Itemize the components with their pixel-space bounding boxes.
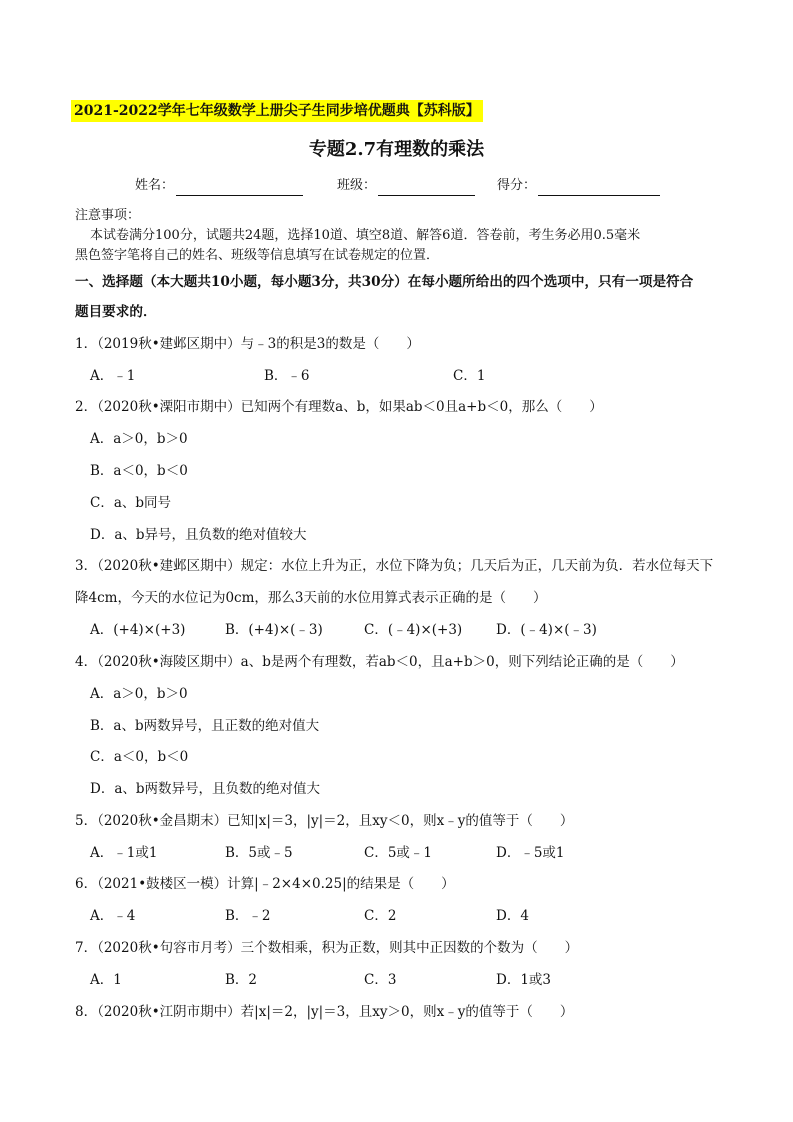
question-3-option-a[interactable]: A．(+4)×(+3) [90, 622, 186, 638]
question-1-option-a[interactable]: A．﹣1 [90, 368, 136, 384]
class-label: 班级： [337, 178, 377, 193]
question-7-option-c[interactable]: C．3 [364, 972, 397, 988]
question-4-option-d[interactable]: D．a、b两数异号，且负数的绝对值大 [90, 781, 321, 797]
question-2-option-c[interactable]: C．a、b同号 [90, 495, 172, 511]
question-6-stem: 6．（2021•鼓楼区一模）计算|﹣2×4×0.25|的结果是（ ） [75, 876, 455, 892]
question-2-stem: 2．（2020秋•溧阳市期中）已知两个有理数a、b，如果ab＜0且a+b＜0，那么（ ） [75, 399, 603, 415]
page-title: 专题2.7有理数的乘法 [308, 139, 485, 160]
question-6-option-d[interactable]: D．4 [496, 908, 529, 924]
notes-heading: 注意事项： [75, 208, 141, 223]
question-3-option-d[interactable]: D．(﹣4)×(﹣3) [496, 622, 597, 638]
question-5-option-d[interactable]: D．﹣5或1 [496, 845, 565, 861]
question-3-stem: 3．（2020秋•建邺区期中）规定：水位上升为正，水位下降为负；几天后为正，几天前为负．若水位每天下 [75, 558, 714, 574]
notes-line-1: 本试卷满分100分，试题共24题，选择10道、填空8道、解答6道．答卷前，考生务必用0.5毫米 [90, 228, 641, 243]
name-field[interactable] [135, 176, 303, 196]
question-7-option-d[interactable]: D．1或3 [496, 972, 552, 988]
question-2-option-a[interactable]: A．a＞0，b＞0 [90, 431, 188, 447]
notes-line-2: 黑色签字笔将自己的姓名、班级等信息填写在试卷规定的位置． [75, 248, 440, 263]
question-4-stem: 4．（2020秋•海陵区期中）a、b是两个有理数，若ab＜0，且a+b＞0，则下列结论正确的是（ ） [75, 654, 684, 670]
question-3-option-b[interactable]: B．(+4)×(﹣3) [225, 622, 323, 638]
student-info-line [0, 176, 793, 196]
question-1-option-c[interactable]: C．1 [453, 368, 486, 384]
score-label: 得分： [497, 178, 537, 193]
question-7-option-a[interactable]: A．1 [90, 972, 122, 988]
question-6-option-b[interactable]: B．﹣2 [225, 908, 271, 924]
question-1-option-b[interactable]: B．﹣6 [264, 368, 310, 384]
question-5-option-b[interactable]: B．5或﹣5 [225, 845, 293, 861]
question-3-stem-continued: 降4cm，今天的水位记为0cm，那么3天前的水位用算式表示正确的是（ ） [75, 590, 547, 606]
question-6-option-a[interactable]: A．﹣4 [90, 908, 136, 924]
class-blank[interactable] [378, 181, 475, 196]
question-7-stem: 7．（2020秋•句容市月考）三个数相乘，积为正数，则其中正因数的个数为（ ） [75, 940, 579, 956]
question-2-option-d[interactable]: D．a、b异号，且负数的绝对值较大 [90, 527, 307, 543]
name-blank[interactable] [176, 181, 303, 196]
section-heading-line-1: 一、选择题（本大题共10小题，每小题3分，共30分）在每小题所给出的四个选项中，只有一项是符合 [75, 274, 694, 290]
section-heading-line-2: 题目要求的． [75, 304, 157, 320]
question-4-option-a[interactable]: A．a＞0，b＞0 [90, 686, 188, 702]
question-2-option-b[interactable]: B．a＜0，b＜0 [90, 463, 188, 479]
series-banner: 2021-2022学年七年级数学上册尖子生同步培优题典【苏科版】 [71, 100, 483, 122]
question-4-option-b[interactable]: B．a、b两数异号，且正数的绝对值大 [90, 718, 320, 734]
question-5-option-c[interactable]: C．5或﹣1 [364, 845, 433, 861]
question-1-stem: 1．（2019秋•建邺区期中）与﹣3的积是3的数是（ ） [75, 336, 420, 352]
score-blank[interactable] [538, 181, 660, 196]
question-5-stem: 5．（2020秋•金昌期末）已知|x|＝3，|y|＝2，且xy＜0，则x﹣y的值等于（ ） [75, 813, 574, 829]
score-field[interactable] [497, 176, 660, 196]
question-7-option-b[interactable]: B．2 [225, 972, 258, 988]
class-field[interactable] [337, 176, 475, 196]
name-label: 姓名： [135, 178, 175, 193]
question-3-option-c[interactable]: C．(﹣4)×(+3) [364, 622, 463, 638]
question-6-option-c[interactable]: C．2 [364, 908, 397, 924]
question-4-option-c[interactable]: C．a＜0，b＜0 [90, 749, 189, 765]
question-8-stem: 8．（2020秋•江阴市期中）若|x|＝2，|y|＝3，且xy＞0，则x﹣y的值等于（ ） [75, 1004, 574, 1020]
question-5-option-a[interactable]: A．﹣1或1 [90, 845, 158, 861]
